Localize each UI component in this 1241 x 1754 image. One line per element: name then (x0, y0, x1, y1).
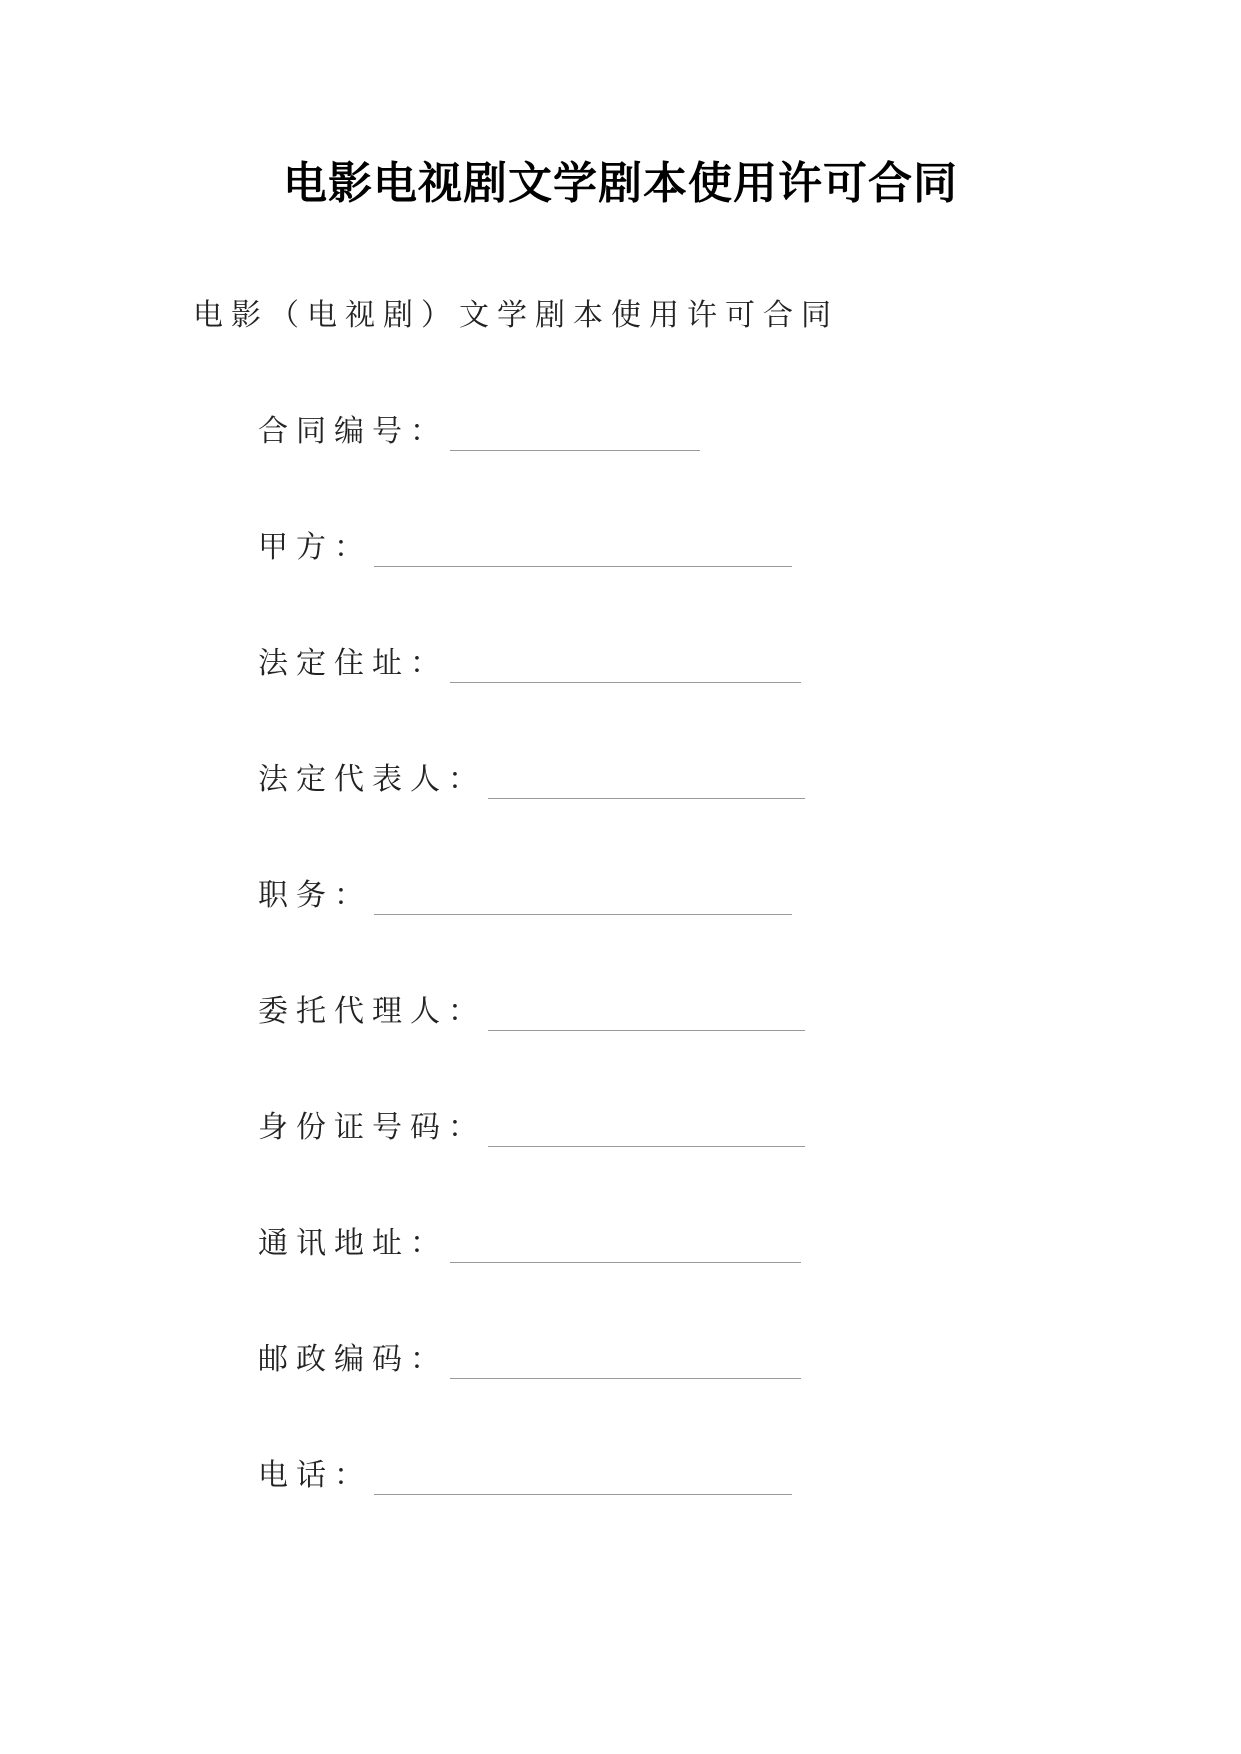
mailing-address-blank[interactable] (450, 1226, 801, 1263)
field-telephone (258, 1456, 792, 1496)
field-id-number (258, 1108, 805, 1148)
field-mailing-address (258, 1224, 801, 1264)
authorized-agent-blank[interactable] (488, 994, 805, 1031)
field-legal-representative (258, 760, 805, 800)
field-label: 通讯地址： (258, 1226, 448, 1261)
field-postal-code (258, 1340, 801, 1380)
field-label: 电话： (258, 1458, 372, 1493)
field-contract-number (258, 412, 700, 452)
field-label: 法定住址： (258, 646, 448, 681)
field-label: 身份证号码： (258, 1110, 486, 1145)
contract-number-blank[interactable] (450, 414, 700, 451)
field-authorized-agent (258, 992, 805, 1032)
field-label: 邮政编码： (258, 1342, 448, 1377)
postal-code-blank[interactable] (450, 1342, 801, 1379)
field-label: 合同编号： (258, 414, 448, 449)
party-a-blank[interactable] (374, 530, 792, 567)
field-label: 甲方： (258, 530, 372, 565)
legal-representative-blank[interactable] (488, 762, 805, 799)
field-position (258, 876, 792, 916)
page-title: 电影电视剧文学剧本使用许可合同 (283, 158, 958, 209)
position-blank[interactable] (374, 878, 792, 915)
legal-address-blank[interactable] (450, 646, 801, 683)
field-label: 委托代理人： (258, 994, 486, 1029)
telephone-blank[interactable] (374, 1458, 792, 1495)
field-label: 法定代表人： (258, 762, 486, 797)
field-party-a (258, 528, 792, 568)
field-label: 职务： (258, 878, 372, 913)
document-subtitle: 电影（电视剧）文学剧本使用许可合同 (193, 298, 839, 333)
id-number-blank[interactable] (488, 1110, 805, 1147)
field-legal-address (258, 644, 801, 684)
